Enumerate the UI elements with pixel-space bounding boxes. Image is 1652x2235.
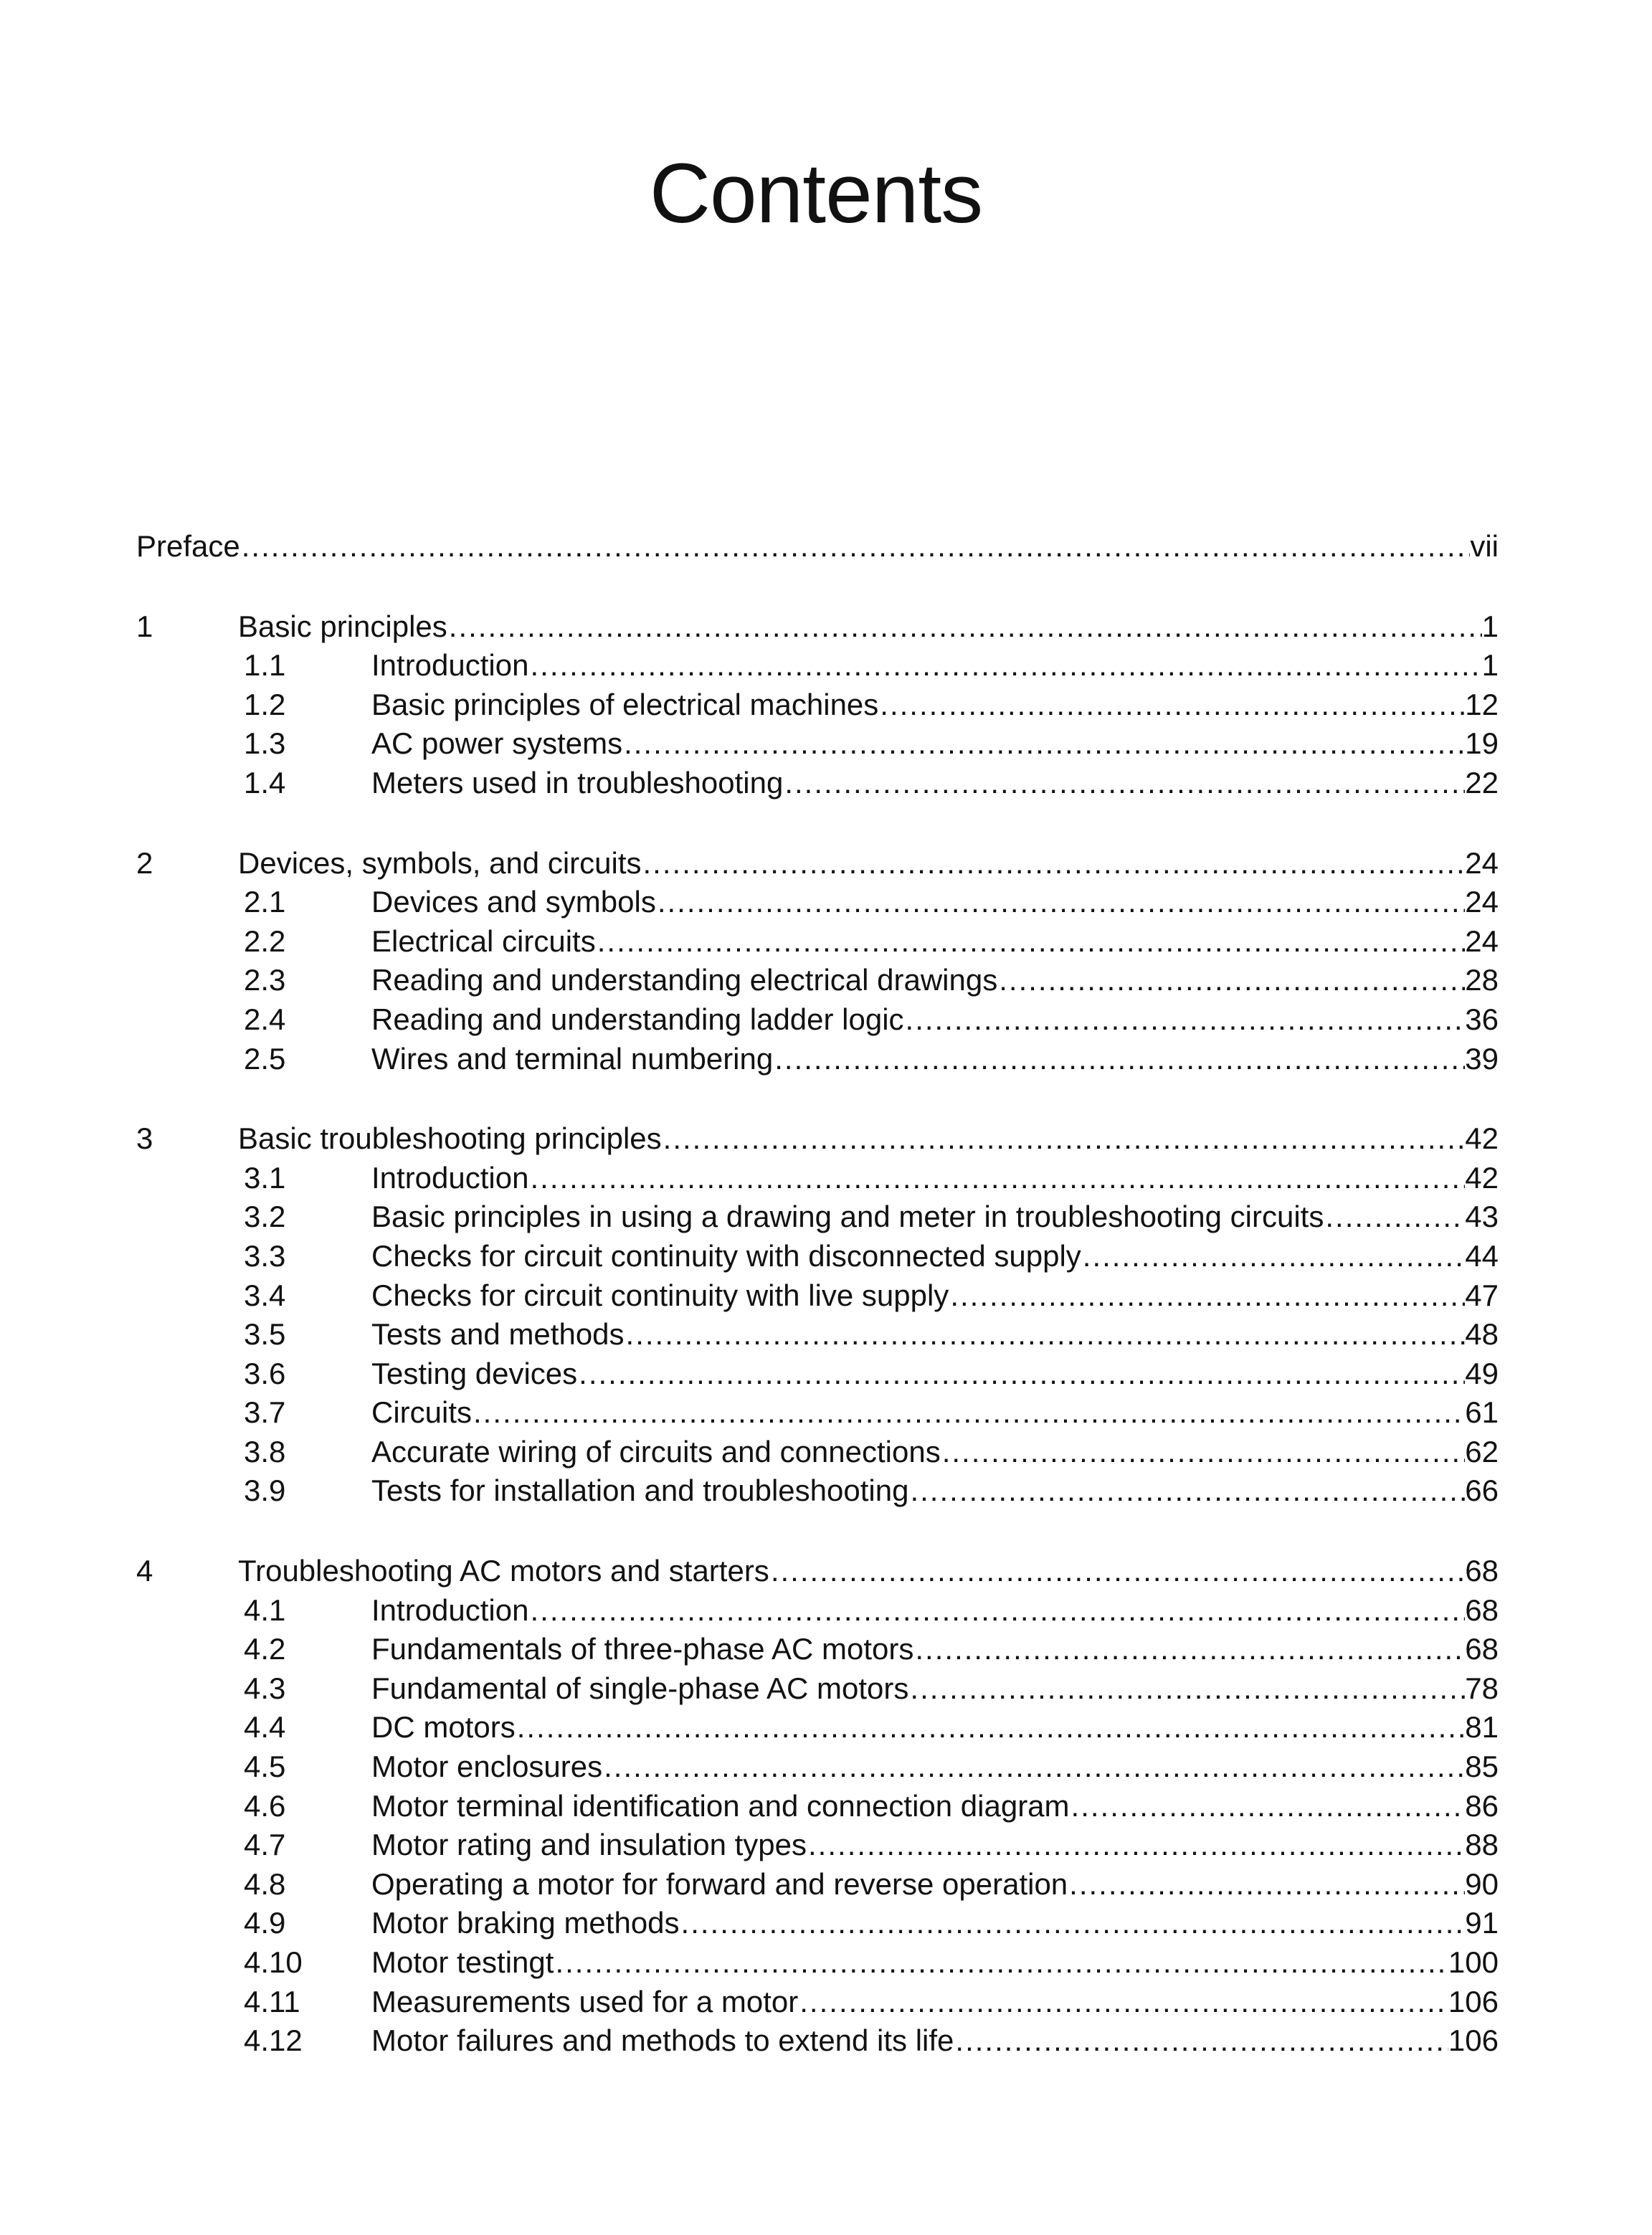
toc-chapter-row[interactable] [136,1119,1499,1159]
toc-entry-title: Checks for circuit continuity with live supply [371,1278,949,1312]
dot-leader [656,883,1465,921]
dot-leader [783,764,1465,802]
toc-section-number: 4.10 [244,1945,303,1979]
toc-entry-page: 36 [1465,1002,1499,1036]
toc-section-number: 4.2 [244,1632,286,1666]
toc-chapter-number: 1 [136,609,153,643]
toc-entry [371,1237,1499,1276]
dot-leader [528,1159,1465,1197]
toc-entry [371,1000,1499,1039]
toc-section-number: 3.4 [244,1278,286,1312]
toc-entry [238,607,1499,646]
toc-entry-title: Motor rating and insulation types [371,1828,807,1862]
toc-entry-title: Meters used in troubleshooting [371,765,784,799]
toc-section-number: 4.7 [244,1828,286,1862]
toc-section-row[interactable] [136,1354,1499,1394]
toc-entry-title: Devices and symbols [371,885,656,919]
toc-entry [371,1708,1499,1747]
toc-entry-page: 42 [1465,1121,1499,1156]
dot-leader [240,527,1471,566]
toc-entry [238,844,1499,883]
dot-leader [1068,1865,1465,1904]
dot-leader [878,685,1465,724]
toc-entry-title: Troubleshooting AC motors and starters [238,1554,769,1588]
dot-leader [1081,1237,1465,1276]
toc-entry-title: Motor terminal identification and connection diagram [371,1788,1070,1823]
toc-entry-page: 68 [1465,1593,1499,1627]
toc-section-number: 2.2 [244,924,286,958]
toc-entry [371,646,1499,685]
toc-section-number: 1.1 [244,648,286,683]
toc-section-row[interactable] [136,1040,1499,1079]
toc-entry-title: Devices, symbols, and circuits [238,845,642,880]
dot-leader [769,1552,1465,1590]
dot-leader [577,1354,1465,1393]
dot-leader [1070,1787,1466,1826]
dot-leader [642,844,1466,883]
toc-entry-title: Basic principles [238,609,447,643]
toc-entry-page: 12 [1465,687,1499,721]
toc-section-row[interactable] [136,1943,1499,1983]
toc-entry-title: Wires and terminal numbering [371,1041,774,1076]
toc-entry-title: Basic principles in using a drawing and meter in troubleshooting circuits [371,1200,1324,1234]
toc-entry [371,1315,1499,1354]
toc-entry [238,1552,1499,1590]
toc-section-row[interactable] [136,1983,1499,2022]
toc-entry-page: 28 [1465,963,1499,997]
toc-section-row[interactable] [136,1276,1499,1316]
toc-entry-title: Introduction [371,1593,529,1627]
toc-section-number: 3.3 [244,1238,286,1273]
table-of-contents [136,527,1499,2061]
toc-entry-page: 44 [1465,1238,1499,1273]
toc-chapter-row[interactable] [136,1552,1499,1591]
toc-entry-title: Operating a motor for forward and reverse operation [371,1866,1068,1901]
toc-entry [371,1983,1499,2021]
toc-entry [371,961,1499,1000]
toc-entry-page: 68 [1465,1632,1499,1666]
toc-entry-page: 39 [1465,1041,1499,1076]
toc-entry [371,1904,1499,1942]
toc-section-number: 2.3 [244,963,286,997]
toc-section-row[interactable] [136,1000,1499,1040]
dot-leader [941,1433,1466,1471]
dot-leader [528,646,1481,685]
toc-entry [371,724,1499,763]
toc-entry [371,1669,1499,1708]
dot-leader [596,922,1466,961]
toc-entry [371,883,1499,921]
toc-entry-page: 66 [1465,1474,1499,1508]
toc-section-number: 3.9 [244,1474,286,1508]
dot-leader [472,1393,1465,1432]
toc-section-number: 1.3 [244,726,286,761]
toc-entry-page: 91 [1465,1906,1499,1940]
toc-entry-page: 106 [1448,2023,1499,2058]
dot-leader [622,724,1465,763]
toc-entry [371,1591,1499,1630]
toc-entry-title: Preface [136,529,240,563]
toc-entry-title: Electrical circuits [371,924,596,958]
toc-section-row[interactable] [136,1393,1499,1433]
dot-leader [908,1669,1465,1708]
toc-entry-page: 42 [1465,1160,1499,1195]
toc-entry [371,1159,1499,1197]
toc-entry [371,1471,1499,1510]
toc-entry-title: Tests and methods [371,1317,625,1352]
toc-entry-title: Motor testingt [371,1945,554,1979]
toc-entry-title: Basic troubleshooting principles [238,1121,662,1156]
toc-entry-title: Testing devices [371,1356,578,1390]
toc-section-number: 4.11 [244,1984,300,2018]
toc-section-row[interactable] [136,922,1499,962]
toc-entry-page: 81 [1465,1710,1499,1745]
dot-leader [773,1040,1465,1078]
toc-entry-page: 106 [1448,1984,1499,2018]
toc-section-row[interactable] [136,1591,1499,1631]
toc-entry-page: 19 [1465,726,1499,761]
toc-section-number: 3.6 [244,1356,286,1390]
toc-entry [371,1865,1499,1904]
toc-section-row[interactable] [136,1787,1499,1826]
dot-leader [528,1591,1465,1630]
toc-section-row[interactable] [136,1826,1499,1865]
toc-section-row[interactable] [136,1433,1499,1472]
toc-section-number: 3.8 [244,1434,286,1468]
dot-leader [997,961,1465,1000]
toc-section-row[interactable] [136,883,1499,922]
toc-entry-title: Motor braking methods [371,1906,680,1940]
toc-section-number: 4.9 [244,1906,286,1940]
toc-entry-page: 62 [1465,1434,1499,1468]
toc-entry-title: DC motors [371,1710,516,1745]
toc-entry-page: 43 [1465,1200,1499,1234]
toc-section-number: 4.3 [244,1671,286,1705]
toc-entry-title: Circuits [371,1395,473,1430]
toc-entry [371,922,1499,961]
toc-section-row[interactable] [136,1904,1499,1943]
dot-leader [447,607,1482,646]
toc-entry-title: Motor failures and methods to extend its life [371,2023,954,2058]
toc-entry-page: 24 [1465,885,1499,919]
toc-section-row[interactable] [136,1630,1499,1669]
dot-leader [908,1471,1465,1510]
dot-leader [662,1119,1466,1158]
toc-entry-title: Checks for circuit continuity with disconnected supply [371,1238,1081,1273]
toc-section-row[interactable] [136,724,1499,764]
dot-leader [949,1276,1465,1315]
toc-entry [371,1826,1499,1864]
toc-entry [371,1040,1499,1078]
dot-leader [554,1943,1448,1982]
toc-entry-page: 47 [1465,1278,1499,1312]
toc-entry-title: Fundamentals of three-phase AC motors [371,1632,914,1666]
toc-entry-page: 90 [1465,1866,1499,1901]
dot-leader [625,1315,1466,1354]
toc-entry-page: 86 [1465,1788,1499,1823]
toc-section-row[interactable] [136,685,1499,725]
toc-entry [136,527,1499,566]
toc-chapter-number: 2 [136,845,153,880]
toc-entry [371,1747,1499,1786]
toc-entry [371,1197,1499,1236]
toc-entry [371,1276,1499,1315]
toc-section-number: 4.6 [244,1788,286,1823]
toc-section-row[interactable] [136,1471,1499,1511]
toc-section-number: 2.5 [244,1041,286,1076]
toc-entry-page: 100 [1448,1945,1499,1979]
toc-entry [238,1119,1499,1158]
toc-section-number: 1.4 [244,765,286,799]
toc-entry-title: Accurate wiring of circuits and connections [371,1434,941,1468]
toc-entry [371,1787,1499,1826]
toc-section-row[interactable] [136,961,1499,1000]
dot-leader [1324,1197,1465,1236]
toc-chapter-number: 4 [136,1554,153,1588]
toc-section-number: 2.4 [244,1002,286,1036]
dot-leader [602,1747,1465,1786]
toc-entry-title: Tests for installation and troubleshooting [371,1474,909,1508]
dot-leader [798,1983,1448,2021]
toc-entry [371,685,1499,724]
toc-section-row[interactable] [136,1197,1499,1237]
toc-entry-page: 24 [1465,924,1499,958]
dot-leader [516,1708,1466,1747]
toc-entry-page: 88 [1465,1828,1499,1862]
toc-section-number: 4.1 [244,1593,286,1627]
toc-entry-page: 68 [1465,1554,1499,1588]
toc-chapter-number: 3 [136,1121,153,1156]
toc-entry-page: 78 [1465,1671,1499,1705]
toc-entry [371,2021,1499,2060]
toc-section-row[interactable] [136,646,1499,685]
toc-section-number: 3.2 [244,1200,286,1234]
toc-entry [371,1943,1499,1982]
toc-section-row[interactable] [136,1237,1499,1276]
toc-section-row[interactable] [136,764,1499,803]
dot-leader [680,1904,1466,1942]
toc-entry-title: Motor enclosures [371,1750,603,1784]
toc-entry-title: AC power systems [371,726,623,761]
toc-section-row[interactable] [136,1747,1499,1787]
toc-entry-page: 61 [1465,1395,1499,1430]
toc-section-row[interactable] [136,1669,1499,1709]
dot-leader [954,2021,1448,2060]
toc-entry-title: Introduction [371,1160,529,1195]
toc-section-number: 1.2 [244,687,286,721]
toc-section-number: 4.5 [244,1750,286,1784]
toc-section-number: 3.5 [244,1317,286,1352]
toc-entry [371,1393,1499,1432]
toc-preface-row[interactable] [136,527,1499,566]
toc-entry-page: 48 [1465,1317,1499,1352]
dot-leader [807,1826,1465,1864]
toc-section-number: 3.1 [244,1160,286,1195]
toc-section-row[interactable] [136,1865,1499,1904]
toc-chapter-row[interactable] [136,844,1499,883]
toc-entry-title: Measurements used for a motor [371,1984,799,2018]
toc-entry-title: Reading and understanding ladder logic [371,1002,904,1036]
toc-entry-page: 85 [1465,1750,1499,1784]
dot-leader [904,1000,1466,1039]
page-title: Contents [649,146,983,241]
toc-entry-title: Reading and understanding electrical drawings [371,963,998,997]
toc-entry-page: 49 [1465,1356,1499,1390]
toc-section-number: 4.12 [244,2023,303,2058]
toc-section-number: 2.1 [244,885,286,919]
toc-entry-title: Basic principles of electrical machines [371,687,879,721]
toc-entry-title: Introduction [371,648,529,683]
toc-entry-page: vii [1470,529,1499,563]
toc-entry-title: Fundamental of single-phase AC motors [371,1671,909,1705]
toc-section-row[interactable] [136,1708,1499,1747]
toc-entry [371,1354,1499,1393]
toc-entry-page: 24 [1465,845,1499,880]
toc-section-number: 3.7 [244,1395,286,1430]
toc-entry-page: 22 [1465,765,1499,799]
toc-section-number: 4.4 [244,1710,286,1745]
dot-leader [913,1630,1465,1669]
toc-entry-page: 1 [1481,609,1499,643]
toc-chapter-row[interactable] [136,607,1499,647]
toc-section-row[interactable] [136,2021,1499,2061]
toc-entry-page: 1 [1481,648,1499,683]
toc-section-number: 4.8 [244,1866,286,1901]
toc-entry [371,1630,1499,1669]
toc-section-row[interactable] [136,1315,1499,1354]
toc-section-row[interactable] [136,1159,1499,1198]
toc-entry [371,1433,1499,1471]
toc-entry [371,764,1499,802]
